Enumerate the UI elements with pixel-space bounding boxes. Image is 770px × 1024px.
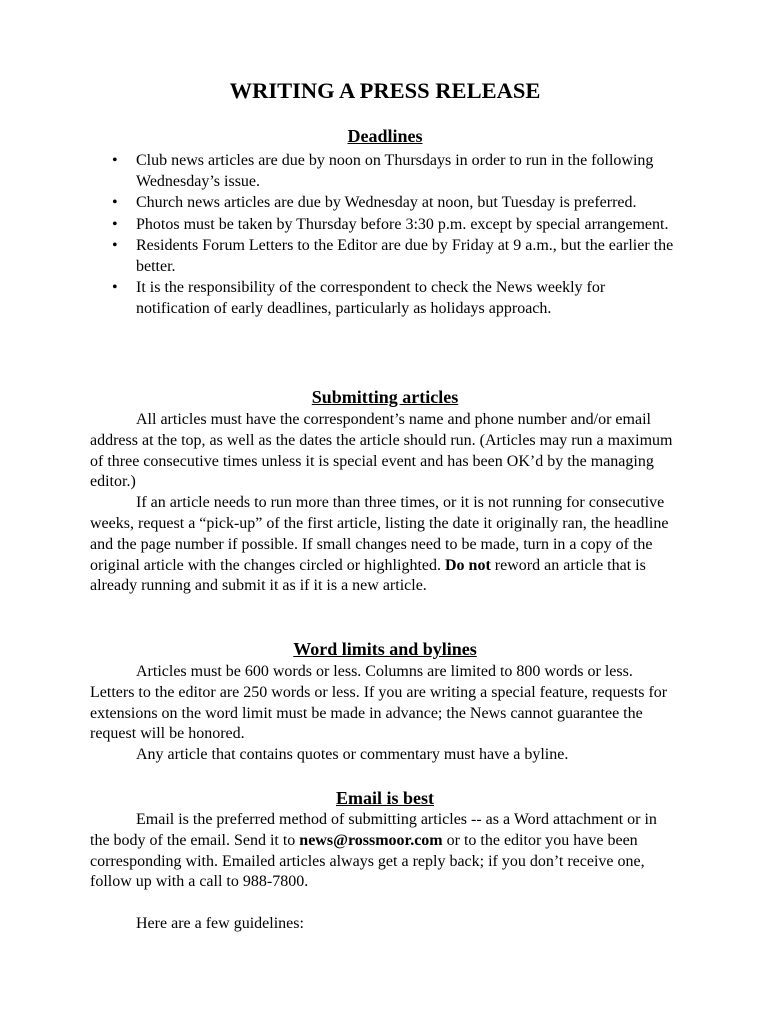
word-limits-section xyxy=(90,662,680,766)
word-limits-paragraph-1: Articles must be 600 words or less. Columns are limited to 800 words or less. Letters to the editor are 250 words or less. If you are writing a special feature, requests for extensions on the word limit must be made in advance; the News cannot guarantee the request will be honored. xyxy=(90,663,668,743)
email-paragraph-1 xyxy=(90,810,680,893)
email-paragraph-1-end: or to the editor you have been corresponding with. Emailed articles always get a reply back; if you don’t receive one, follow up with a call to 988-7800. xyxy=(90,831,645,891)
guidelines-intro: Here are a few guidelines: xyxy=(136,914,304,932)
list-item: • Club news articles are due by noon on Thursdays in order to run in the following Wednesday’s issue. xyxy=(90,150,680,192)
do-not-emphasis: Do not xyxy=(445,556,491,574)
submitting-paragraph-2-text: If an article needs to run more than three times, or it is not running for consecutive weeks, request a “pick-up” of the first article, listing the date it originally ran, the headline and the page number if possible. If small changes need to be made, turn in a copy of the original article with the changes circled or highlighted. xyxy=(90,494,669,574)
list-item: • It is the responsibility of the correspondent to check the News weekly for notification of early deadlines, particularly as holidays approach. xyxy=(90,277,680,319)
list-item: • Church news articles are due by Wednesday at noon, but Tuesday is preferred. xyxy=(90,192,680,213)
submitting-articles-section xyxy=(90,410,680,597)
submitting-paragraph-2-end: reword an article that is already running and submit it as if it is a new article. xyxy=(90,556,646,595)
email-heading: Email is best xyxy=(335,788,434,808)
deadlines-list xyxy=(90,150,680,320)
deadlines-heading: Deadlines xyxy=(347,126,423,146)
submitting-articles-heading: Submitting articles xyxy=(311,387,459,407)
email-address: news@rossmoor.com xyxy=(299,831,443,849)
page-title: WRITING A PRESS RELEASE xyxy=(229,78,541,103)
email-paragraph-1-text: Email is the preferred method of submitting articles -- as a Word attachment or in the body of the email. Send it to xyxy=(90,811,657,849)
submitting-paragraph-1: All articles must have the correspondent’s name and phone number and/or email address at the top, as well as the dates the article should run. (Articles may run a maximum of three consecutive times unless it is special event and has been OK’d by the managing editor.) xyxy=(90,411,673,491)
list-item: • Residents Forum Letters to the Editor are due by Friday at 9 a.m., but the earlier the better. xyxy=(90,235,680,277)
list-item: • Photos must be taken by Thursday before 3:30 p.m. except by special arrangement. xyxy=(90,214,680,235)
submitting-paragraph-2 xyxy=(90,493,680,597)
word-limits-paragraph-2: Any article that contains quotes or commentary must have a byline. xyxy=(136,746,569,764)
email-section xyxy=(90,810,680,935)
word-limits-heading: Word limits and bylines xyxy=(293,639,477,659)
